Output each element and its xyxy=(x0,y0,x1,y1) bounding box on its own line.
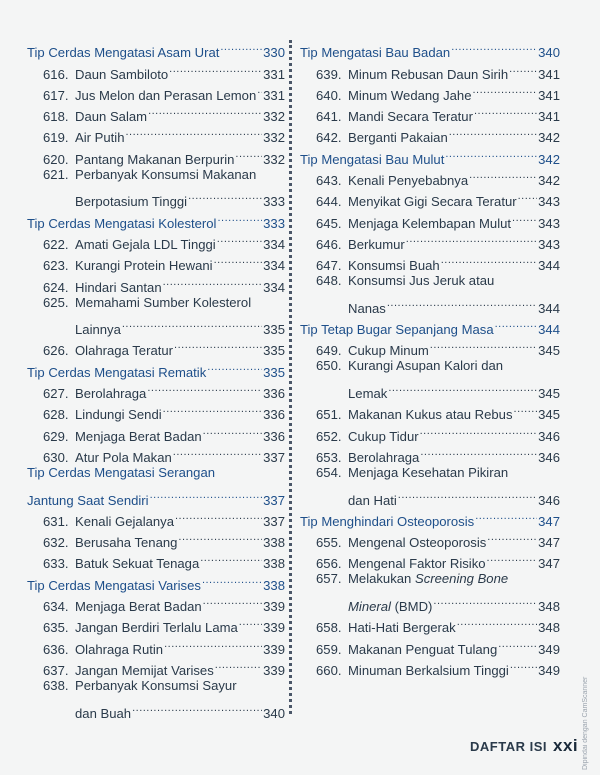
leader-dots xyxy=(487,547,538,568)
leader-dots xyxy=(169,57,262,78)
entry-number: 634. xyxy=(43,599,69,615)
entry-title: Minum Wedang Jahe xyxy=(348,87,472,103)
entry-title: Berolahraga xyxy=(348,449,420,465)
heading-text: Tip Cerdas Mengatasi Varises xyxy=(27,577,201,593)
leader-dots xyxy=(147,377,262,398)
entry-number: 653. xyxy=(316,449,342,465)
page-ref: 336 xyxy=(263,386,285,402)
page-ref: 349 xyxy=(538,641,560,657)
leader-dots xyxy=(188,185,262,206)
entry-number: 633. xyxy=(43,556,69,572)
entry-title: Jus Melon dan Perasan Lemon xyxy=(75,87,257,103)
page-ref: 330 xyxy=(263,45,285,61)
entry-number: 630. xyxy=(43,449,69,465)
entry-number: 632. xyxy=(43,535,69,551)
leader-dots xyxy=(398,483,537,504)
toc-section-heading xyxy=(300,313,560,338)
page-ref: 336 xyxy=(263,428,285,444)
entry-title: Memahami Sumber Kolesterol xyxy=(75,294,252,310)
toc-entry xyxy=(300,483,560,508)
page-number: xxi xyxy=(552,736,579,755)
page-ref: 347 xyxy=(538,535,560,551)
leader-dots xyxy=(215,654,262,675)
entry-number: 640. xyxy=(316,87,342,103)
leader-dots xyxy=(449,121,537,142)
entry-title: Minuman Berkalsium Tinggi xyxy=(348,662,509,678)
entry-title: Mengenal Faktor Risiko xyxy=(348,556,486,572)
page-ref: 335 xyxy=(263,322,285,338)
toc-entry xyxy=(300,355,560,376)
leader-dots xyxy=(518,185,538,206)
page-ref: 346 xyxy=(538,449,560,465)
toc-entry xyxy=(300,249,560,274)
entry-number: 619. xyxy=(43,130,69,146)
entry-number: 658. xyxy=(316,620,342,636)
leader-dots xyxy=(164,632,262,653)
page-ref: 336 xyxy=(263,407,285,423)
leader-dots xyxy=(509,57,537,78)
entry-number: 618. xyxy=(43,109,69,125)
entry-title: Hindari Santan xyxy=(75,279,162,295)
page-ref: 337 xyxy=(263,513,285,529)
leader-dots xyxy=(433,590,537,611)
entry-number: 657. xyxy=(316,571,342,587)
entry-number: 656. xyxy=(316,556,342,572)
entry-title: Berpotasium Tinggi xyxy=(75,194,188,210)
entry-title: Berusaha Tenang xyxy=(75,535,178,551)
leader-dots xyxy=(420,441,537,462)
leader-dots xyxy=(220,36,262,57)
page-ref: 348 xyxy=(538,599,560,615)
entry-number: 631. xyxy=(43,513,69,529)
entry-title: Cukup Minum xyxy=(348,343,429,359)
entry-title: Berganti Pakaian xyxy=(348,130,448,146)
entry-title: Cukup Tidur xyxy=(348,428,419,444)
page-ref: 339 xyxy=(263,662,285,678)
column-divider xyxy=(289,40,292,714)
entry-title: Kenali Penyebabnya xyxy=(348,173,469,189)
leader-dots xyxy=(475,505,537,526)
entry-number: 659. xyxy=(316,641,342,657)
entry-number: 620. xyxy=(43,151,69,167)
entry-number: 625. xyxy=(43,294,69,310)
toc-entry xyxy=(27,696,285,721)
heading-text: Tip Cerdas Mengatasi Asam Urat xyxy=(27,45,220,61)
entry-number: 646. xyxy=(316,236,342,252)
leader-dots xyxy=(514,398,538,419)
leader-dots xyxy=(202,568,262,589)
entry-title: Hati-Hati Bergerak xyxy=(348,620,456,636)
entry-title: Pantang Makanan Berpurin xyxy=(75,151,235,167)
heading-text: Tip Cerdas Mengatasi Kolesterol xyxy=(27,215,217,231)
entry-title: Menyikat Gigi Secara Teratur xyxy=(348,194,517,210)
leader-dots xyxy=(512,206,537,227)
leader-dots xyxy=(203,590,262,611)
entry-number: 652. xyxy=(316,428,342,444)
page-ref: 344 xyxy=(538,258,560,274)
entry-title: Konsumsi Buah xyxy=(348,258,440,274)
leader-dots xyxy=(495,313,538,334)
page-ref: 342 xyxy=(538,130,560,146)
leader-dots xyxy=(441,249,537,270)
entry-number: 649. xyxy=(316,343,342,359)
entry-title: dan Hati xyxy=(348,492,397,508)
entry-number: 627. xyxy=(43,386,69,402)
entry-title: Makanan Penguat Tulang xyxy=(348,641,498,657)
entry-number: 622. xyxy=(43,236,69,252)
page-ref: 333 xyxy=(263,194,285,210)
leader-dots xyxy=(388,377,537,398)
entry-title: Mandi Secara Teratur xyxy=(348,109,473,125)
entry-number: 635. xyxy=(43,620,69,636)
page-ref: 333 xyxy=(263,215,285,231)
page-ref: 339 xyxy=(263,641,285,657)
page-ref: 341 xyxy=(538,87,560,103)
leader-dots xyxy=(451,36,537,57)
toc-entry xyxy=(300,398,560,423)
page-ref: 339 xyxy=(263,599,285,615)
entry-title: Kenali Gejalanya xyxy=(75,513,174,529)
toc-entry xyxy=(27,185,285,210)
page-ref: 340 xyxy=(538,45,560,61)
entry-number: 644. xyxy=(316,194,342,210)
footer-label: DAFTAR ISI xyxy=(470,739,547,754)
entry-title: Kurangi Asupan Kalori dan xyxy=(348,358,504,374)
entry-title: Minum Rebusan Daun Sirih xyxy=(348,66,509,82)
entry-title: Air Putih xyxy=(75,130,125,146)
toc-entry xyxy=(300,270,560,291)
entry-number: 624. xyxy=(43,279,69,295)
entry-number: 641. xyxy=(316,109,342,125)
leader-dots xyxy=(126,121,263,142)
entry-title: Nanas xyxy=(348,300,386,316)
entry-title: Daun Salam xyxy=(75,109,148,125)
page-footer xyxy=(470,736,578,756)
entry-number: 655. xyxy=(316,535,342,551)
toc-entry xyxy=(27,164,285,185)
entry-title: Menjaga Berat Badan xyxy=(75,428,202,444)
leader-dots xyxy=(445,142,537,163)
leader-dots xyxy=(473,79,538,100)
entry-number: 642. xyxy=(316,130,342,146)
page-ref: 334 xyxy=(263,258,285,274)
toc-entry xyxy=(27,100,285,125)
toc-entry xyxy=(27,675,285,696)
page-ref: 346 xyxy=(538,492,560,508)
entry-number: 639. xyxy=(316,66,342,82)
toc-section-heading xyxy=(27,36,285,61)
page-ref: 339 xyxy=(263,620,285,636)
page-ref: 344 xyxy=(538,300,560,316)
leader-dots xyxy=(174,334,262,355)
leader-dots xyxy=(175,505,262,526)
toc-right-column xyxy=(300,36,560,678)
leader-dots xyxy=(173,441,262,462)
toc-entry xyxy=(300,292,560,316)
entry-title: Menjaga Berat Badan xyxy=(75,599,202,615)
page-ref: 342 xyxy=(538,151,560,167)
page-ref: 345 xyxy=(538,343,560,359)
leader-dots xyxy=(469,164,537,185)
heading-text: Jantung Saat Sendiri xyxy=(27,492,149,508)
leader-dots xyxy=(239,611,262,632)
heading-text: Tip Cerdas Mengatasi Serangan xyxy=(27,464,216,480)
toc-entry xyxy=(300,377,560,402)
page-ref: 338 xyxy=(263,556,285,572)
page-ref: 346 xyxy=(538,428,560,444)
toc-entry xyxy=(300,590,560,615)
leader-dots xyxy=(420,419,538,440)
leader-dots xyxy=(406,228,537,249)
page-ref: 331 xyxy=(263,87,285,103)
leader-dots xyxy=(474,100,537,121)
scanner-watermark: Dipindai dengan CamScanner xyxy=(582,676,589,770)
leader-dots xyxy=(235,142,262,163)
entry-number: 636. xyxy=(43,641,69,657)
entry-number: 628. xyxy=(43,407,69,423)
page-ref: 343 xyxy=(538,236,560,252)
entry-title: dan Buah xyxy=(75,705,132,721)
page-ref: 343 xyxy=(538,215,560,231)
entry-number: 643. xyxy=(316,173,342,189)
entry-number: 638. xyxy=(43,677,69,693)
page-ref: 338 xyxy=(263,577,285,593)
entry-title: Berolahraga xyxy=(75,386,147,402)
heading-text: Tip Mengatasi Bau Mulut xyxy=(300,151,445,167)
page-ref: 348 xyxy=(538,620,560,636)
heading-text: Tip Tetap Bugar Sepanjang Masa xyxy=(300,322,494,338)
page-ref: 341 xyxy=(538,109,560,125)
toc-entry xyxy=(27,121,285,146)
page-ref: 331 xyxy=(263,66,285,82)
toc-section-heading xyxy=(27,462,285,483)
page-ref: 342 xyxy=(538,173,560,189)
toc-entry xyxy=(27,142,285,167)
toc-section-heading xyxy=(300,36,560,61)
entry-title: Perbanyak Konsumsi Sayur xyxy=(75,677,237,693)
entry-number: 654. xyxy=(316,464,342,480)
entry-title: Amati Gejala LDL Tinggi xyxy=(75,236,216,252)
entry-title: Batuk Sekuat Tenaga xyxy=(75,556,200,572)
page-ref: 338 xyxy=(263,535,285,551)
page-ref: 335 xyxy=(263,364,285,380)
entry-title: Menjaga Kelembapan Mulut xyxy=(348,215,512,231)
toc-entry xyxy=(300,419,560,444)
entry-title: Jangan Memijat Varises xyxy=(75,662,214,678)
entry-number: 616. xyxy=(43,66,69,82)
entry-number: 621. xyxy=(43,166,69,182)
entry-number: 650. xyxy=(316,358,342,374)
entry-title: Jangan Berdiri Terlalu Lama xyxy=(75,620,238,636)
toc-entry xyxy=(27,334,285,359)
entry-number: 637. xyxy=(43,662,69,678)
entry-title: Melakukan Screening Bone xyxy=(348,571,509,587)
entry-title: Lainnya xyxy=(75,322,121,338)
leader-dots xyxy=(178,526,262,547)
page-ref: 341 xyxy=(538,66,560,82)
leader-dots xyxy=(150,483,263,504)
entry-number: 617. xyxy=(43,87,69,103)
toc-entry xyxy=(300,462,560,483)
page-ref: 345 xyxy=(538,407,560,423)
entry-number: 626. xyxy=(43,343,69,359)
page-ref: 345 xyxy=(538,386,560,402)
page-ref: 334 xyxy=(263,236,285,252)
page-ref: 334 xyxy=(263,279,285,295)
page-ref: 344 xyxy=(538,322,560,338)
entry-title: Lindungi Sendi xyxy=(75,407,162,423)
entry-number: 648. xyxy=(316,273,342,289)
page-ref: 340 xyxy=(263,705,285,721)
entry-title: Atur Pola Makan xyxy=(75,449,172,465)
page-ref: 347 xyxy=(538,513,560,529)
leader-dots xyxy=(200,547,262,568)
entry-number: 660. xyxy=(316,662,342,678)
leader-dots xyxy=(214,249,263,270)
leader-dots xyxy=(217,228,262,249)
leader-dots xyxy=(487,526,537,547)
toc-section-heading xyxy=(300,505,560,529)
leader-dots xyxy=(163,270,263,291)
entry-number: 623. xyxy=(43,258,69,274)
page-ref: 343 xyxy=(538,194,560,210)
heading-text: Tip Menghindari Osteoporosis xyxy=(300,513,475,529)
leader-dots xyxy=(257,79,262,100)
leader-dots xyxy=(122,313,262,334)
heading-text: Tip Cerdas Mengatasi Rematik xyxy=(27,364,207,380)
entry-number: 645. xyxy=(316,215,342,231)
leader-dots xyxy=(430,334,537,355)
leader-dots xyxy=(207,355,262,376)
entry-number: 651. xyxy=(316,407,342,423)
entry-title: Makanan Kukus atau Rebus xyxy=(348,407,513,423)
heading-text: Tip Mengatasi Bau Badan xyxy=(300,45,451,61)
leader-dots xyxy=(163,398,263,419)
leader-dots xyxy=(148,100,262,121)
entry-title: Berkumur xyxy=(348,236,405,252)
entry-title: Kurangi Protein Hewani xyxy=(75,258,213,274)
page-ref: 332 xyxy=(263,109,285,125)
entry-title: Menjaga Kesehatan Pikiran xyxy=(348,464,509,480)
page-ref: 349 xyxy=(538,662,560,678)
toc-entry xyxy=(300,568,560,589)
entry-title: Mengenal Osteoporosis xyxy=(348,535,487,551)
entry-title: Konsumsi Jus Jeruk atau xyxy=(348,273,495,289)
toc-entry xyxy=(27,292,285,313)
page-ref: 337 xyxy=(263,449,285,465)
leader-dots xyxy=(132,696,262,717)
leader-dots xyxy=(217,206,262,227)
entry-number: 647. xyxy=(316,258,342,274)
toc-entry xyxy=(27,313,285,338)
page-ref: 332 xyxy=(263,130,285,146)
entry-title: Mineral (BMD) xyxy=(348,599,433,615)
entry-number: 629. xyxy=(43,428,69,444)
page-ref: 337 xyxy=(263,492,285,508)
leader-dots xyxy=(510,654,537,675)
leader-dots xyxy=(498,632,537,653)
toc-section-heading xyxy=(27,483,285,508)
entry-title: Perbanyak Konsumsi Makanan xyxy=(75,166,257,182)
leader-dots xyxy=(387,292,537,313)
entry-title: Olahraga Teratur xyxy=(75,343,174,359)
entry-title: Lemak xyxy=(348,386,388,402)
entry-title: Daun Sambiloto xyxy=(75,66,169,82)
leader-dots xyxy=(203,419,262,440)
leader-dots xyxy=(457,611,537,632)
page-ref: 335 xyxy=(263,343,285,359)
toc-entry xyxy=(27,398,285,423)
page-ref: 347 xyxy=(538,556,560,572)
toc-left-column xyxy=(27,36,285,721)
entry-title: Olahraga Rutin xyxy=(75,641,164,657)
page-ref: 332 xyxy=(263,151,285,167)
